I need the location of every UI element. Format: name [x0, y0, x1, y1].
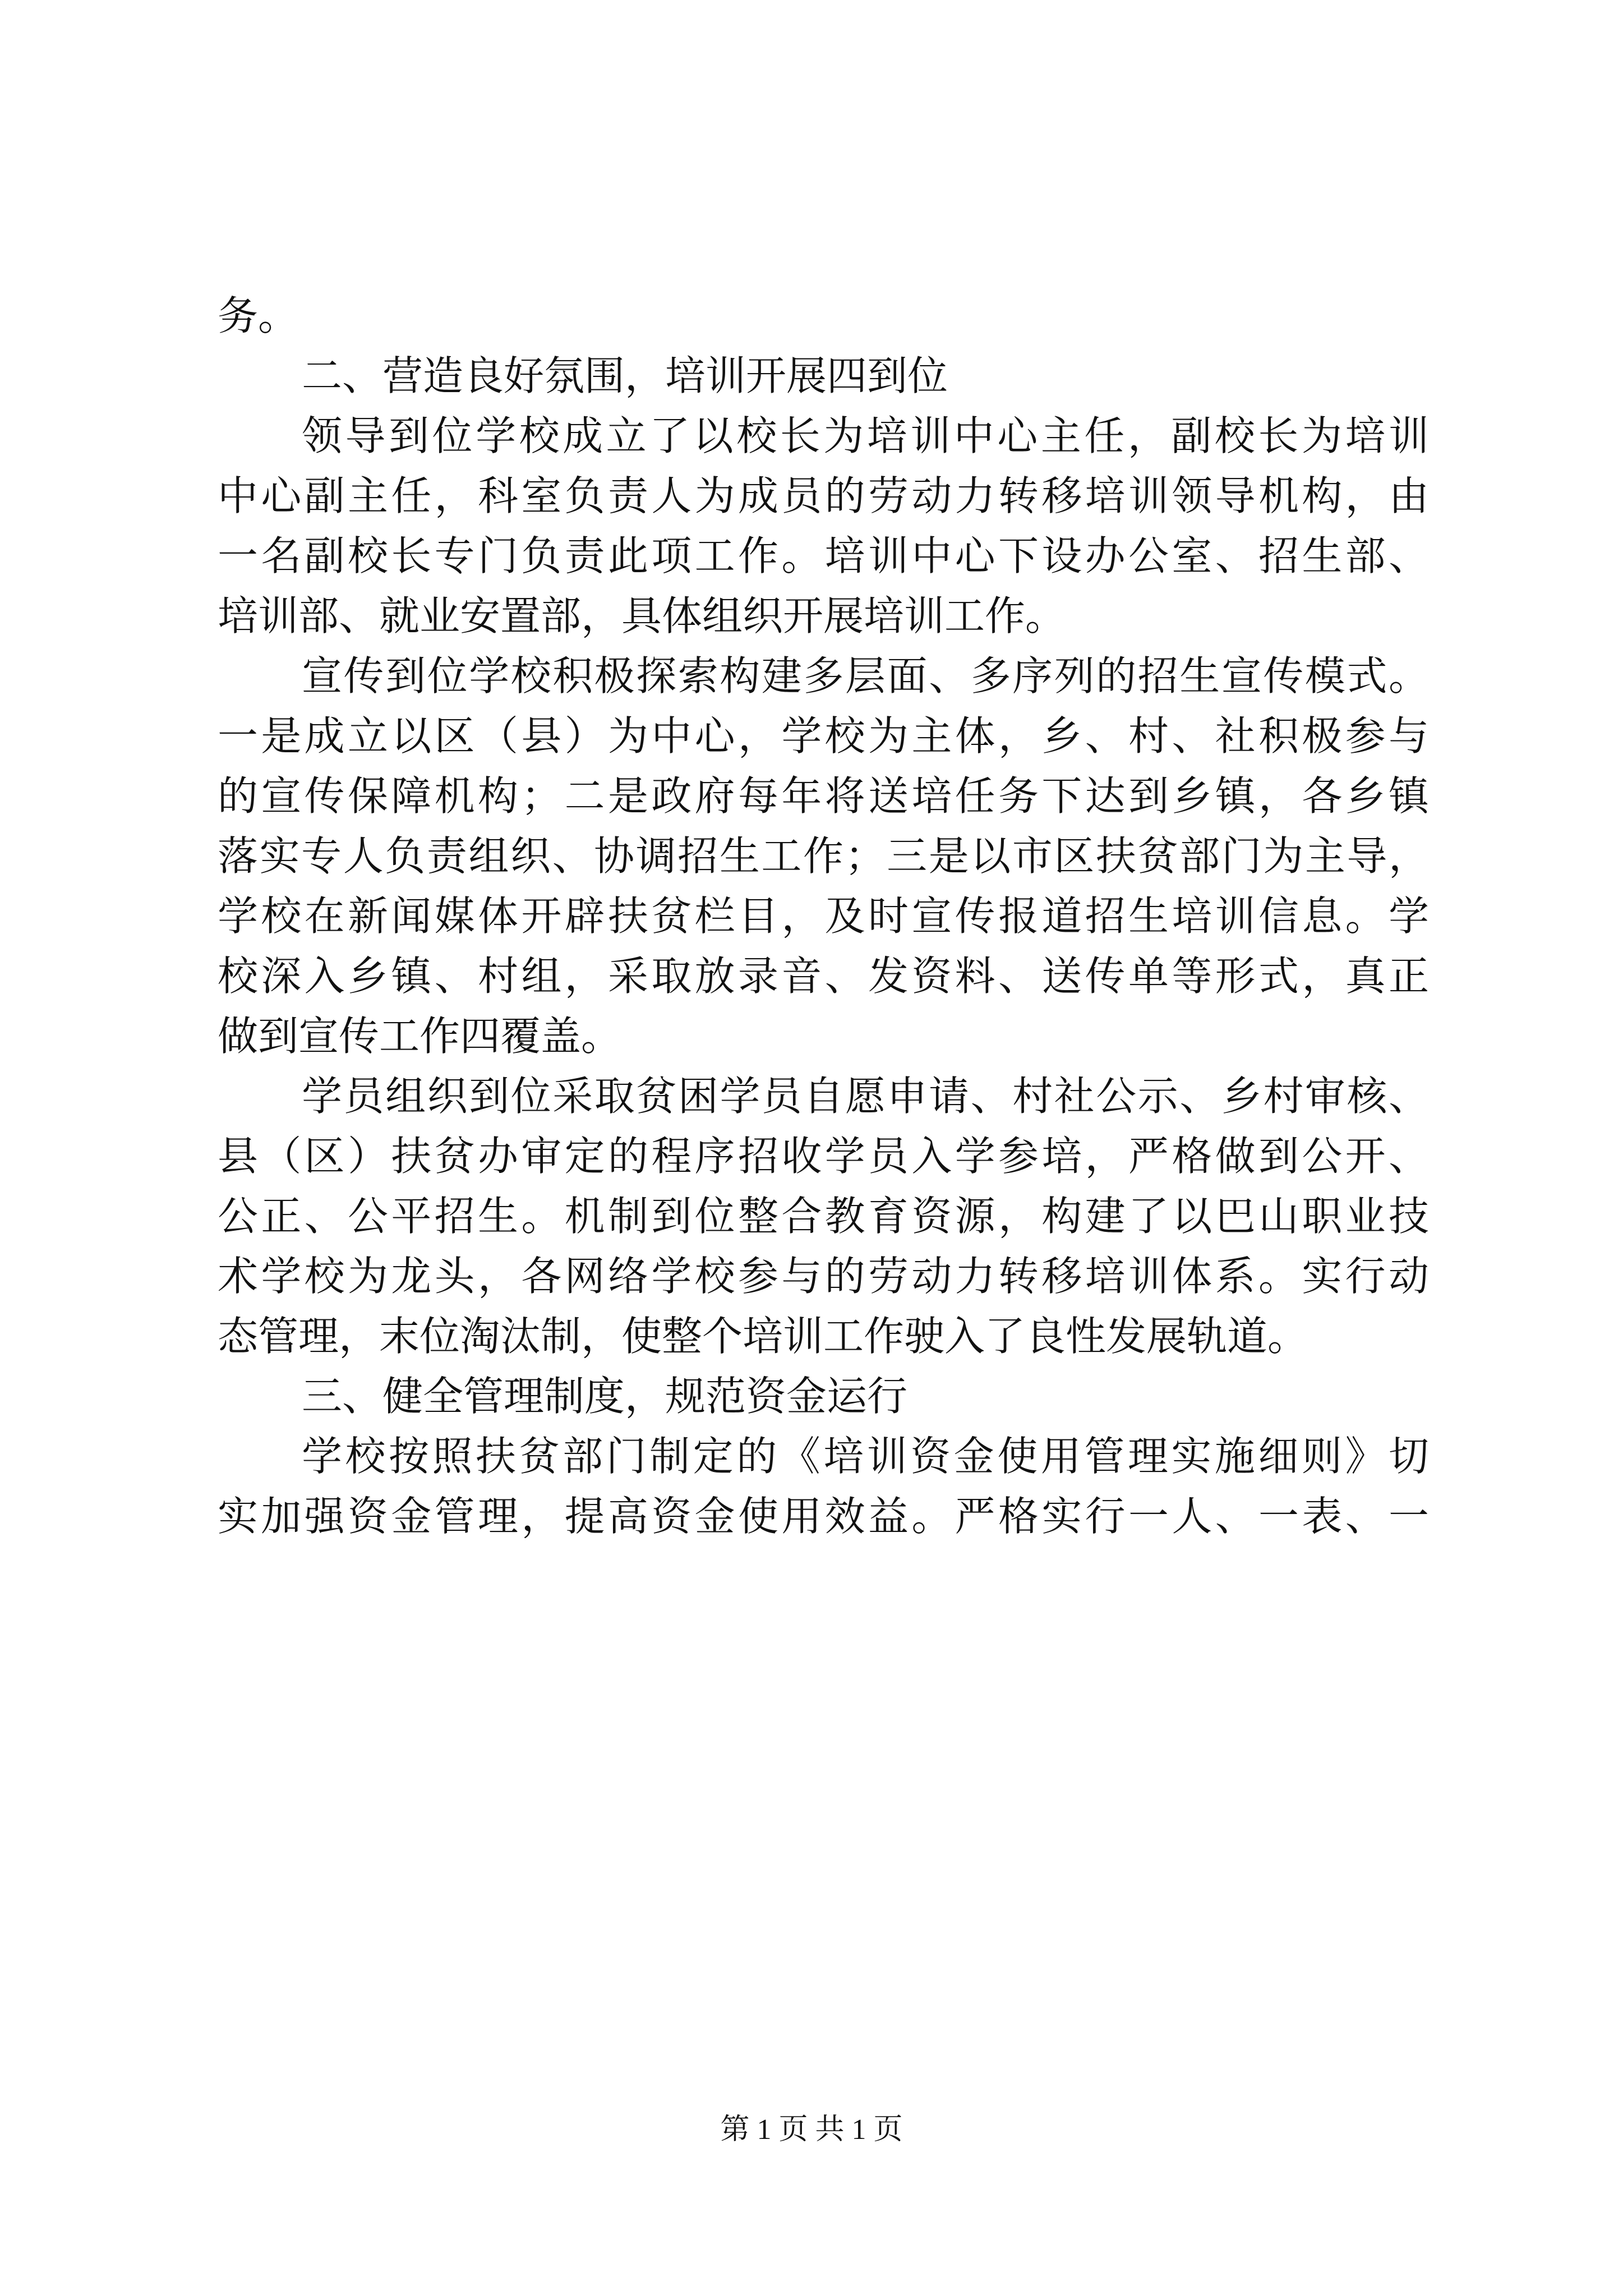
page-number-label: 第 1 页 共 1 页 [720, 2114, 903, 2146]
section-heading: 三、健全管理制度，规范资金运行 [302, 1373, 908, 1420]
text-line: 一名副校长专门负责此项工作。培训中心下设办公室、招生部、 [218, 532, 1429, 579]
text-line: 学员组织到位采取贫困学员自愿申请、村社公示、乡村审核、 [302, 1073, 1429, 1120]
text-line: 领导到位学校成立了以校长为培训中心主任，副校长为培训 [302, 412, 1429, 459]
text-line: 中心副主任，科室负责人为成员的劳动力转移培训领导机构，由 [218, 472, 1429, 519]
page-footer [0, 2112, 1623, 2148]
text-line: 县（区）扶贫办审定的程序招收学员入学参培，严格做到公开、 [218, 1133, 1429, 1180]
text-line: 态管理，末位淘汰制，使整个培训工作驶入了良性发展轨道。 [218, 1313, 1308, 1360]
text-line: 实加强资金管理，提高资金使用效益。严格实行一人、一表、一 [218, 1493, 1429, 1540]
text-line: 术学校为龙头，各网络学校参与的劳动力转移培训体系。实行动 [218, 1253, 1429, 1300]
text-line: 培训部、就业安置部，具体组织开展培训工作。 [218, 592, 1066, 639]
document-body [218, 286, 1429, 1547]
text-line: 宣传到位学校积极探索构建多层面、多序列的招生宣传模式。 [302, 652, 1429, 700]
section-heading: 二、营造良好氛围，培训开展四到位 [302, 352, 948, 399]
text-line: 落实专人负责组织、协调招生工作；三是以市区扶贫部门为主导， [218, 832, 1429, 880]
text-line: 学校在新闻媒体开辟扶贫栏目，及时宣传报道招生培训信息。学 [218, 892, 1429, 940]
text-line: 务。 [218, 292, 299, 339]
text-line: 做到宣传工作四覆盖。 [218, 1013, 622, 1060]
text-line: 的宣传保障机构；二是政府每年将送培任务下达到乡镇，各乡镇 [218, 772, 1429, 820]
text-line: 公正、公平招生。机制到位整合教育资源，构建了以巴山职业技 [218, 1193, 1429, 1240]
text-line: 一是成立以区（县）为中心，学校为主体，乡、村、社积极参与 [218, 712, 1429, 760]
text-line: 学校按照扶贫部门制定的《培训资金使用管理实施细则》切 [302, 1433, 1429, 1480]
text-line: 校深入乡镇、村组，采取放录音、发资料、送传单等形式，真正 [218, 953, 1429, 1000]
